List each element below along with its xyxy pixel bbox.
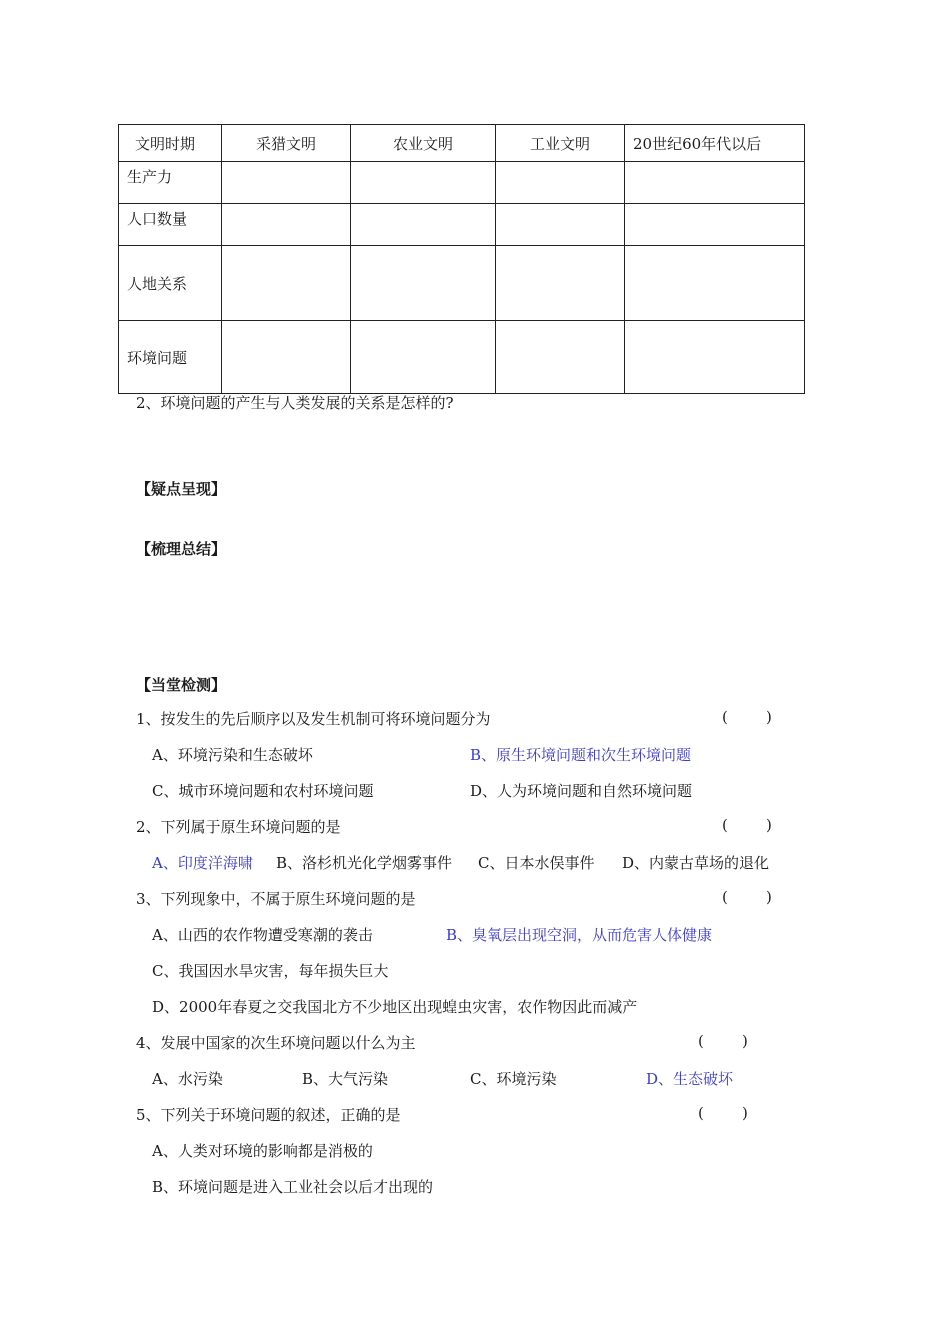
q3-option-d: D、2000年春夏之交我国北方不少地区出现蝗虫灾害，农作物因此而减产 (152, 998, 638, 1016)
q4-option-a: A、水污染 (152, 1070, 223, 1088)
section-summary-heading: 【梳理总结】 (136, 540, 227, 558)
question-2-prompt: 2、环境问题的产生与人类发展的关系是怎样的? (136, 394, 454, 412)
table-cell[interactable] (625, 321, 805, 394)
table-cell[interactable] (625, 204, 805, 246)
q1-option-c: C、城市环境问题和农村环境问题 (152, 782, 374, 800)
row-label: 人口数量 (119, 204, 222, 246)
civilization-table (118, 124, 805, 394)
q2-stem: 2、下列属于原生环境问题的是 (136, 818, 341, 836)
q4-option-d: D、生态破坏 (646, 1070, 734, 1088)
q1-option-a: A、环境污染和生态破坏 (152, 746, 313, 764)
table-header-cell: 农业文明 (351, 125, 496, 162)
q3-option-c: C、我国因水旱灾害，每年损失巨大 (152, 962, 389, 980)
table-cell[interactable] (222, 246, 351, 321)
q2-option-c: C、日本水俣事件 (478, 854, 595, 872)
q1-option-b: B、原生环境问题和次生环境问题 (470, 746, 692, 764)
table-cell[interactable] (625, 246, 805, 321)
table-cell[interactable] (496, 162, 625, 204)
q3-stem: 3、下列现象中，不属于原生环境问题的是 (136, 890, 416, 908)
table-cell[interactable] (351, 321, 496, 394)
table-cell[interactable] (351, 162, 496, 204)
q3-option-b: B、臭氧层出现空洞，从而危害人体健康 (446, 926, 713, 944)
q2-option-b: B、洛杉机光化学烟雾事件 (276, 854, 453, 872)
table-row (119, 162, 805, 204)
q5-option-a: A、人类对环境的影响都是消极的 (152, 1142, 373, 1160)
table-header-cell: 采猎文明 (222, 125, 351, 162)
table-cell[interactable] (351, 204, 496, 246)
q2-answer-blank[interactable]: ( ) (722, 816, 772, 834)
q3-option-a: A、山西的农作物遭受寒潮的袭击 (152, 926, 373, 944)
table-cell[interactable] (496, 321, 625, 394)
table-header-cell: 20世纪60年代以后 (625, 125, 805, 162)
row-label: 生产力 (119, 162, 222, 204)
row-label: 环境问题 (119, 321, 222, 394)
table-header-row (119, 125, 805, 162)
q4-stem: 4、发展中国家的次生环境问题以什么为主 (136, 1034, 416, 1052)
table-cell[interactable] (496, 246, 625, 321)
table-row (119, 321, 805, 394)
table-row (119, 246, 805, 321)
q4-option-b: B、大气污染 (302, 1070, 389, 1088)
section-doubts-heading: 【疑点呈现】 (136, 480, 227, 498)
q4-option-c: C、环境污染 (470, 1070, 557, 1088)
q1-answer-blank[interactable]: ( ) (722, 708, 772, 726)
q1-stem: 1、按发生的先后顺序以及发生机制可将环境问题分为 (136, 710, 491, 728)
q5-answer-blank[interactable]: ( ) (698, 1104, 748, 1122)
table-row (119, 204, 805, 246)
table-cell[interactable] (222, 204, 351, 246)
table-header-cell: 文明时期 (119, 125, 222, 162)
table-cell[interactable] (351, 246, 496, 321)
q2-option-d: D、内蒙古草场的退化 (622, 854, 770, 872)
q5-stem: 5、下列关于环境问题的叙述，正确的是 (136, 1106, 401, 1124)
q4-answer-blank[interactable]: ( ) (698, 1032, 748, 1050)
q2-option-a: A、印度洋海啸 (152, 854, 253, 872)
table-cell[interactable] (496, 204, 625, 246)
section-check-heading: 【当堂检测】 (136, 676, 227, 694)
row-label: 人地关系 (119, 246, 222, 321)
table-header-cell: 工业文明 (496, 125, 625, 162)
q1-option-d: D、人为环境问题和自然环境问题 (470, 782, 693, 800)
q3-answer-blank[interactable]: ( ) (722, 888, 772, 906)
q5-option-b: B、环境问题是进入工业社会以后才出现的 (152, 1178, 434, 1196)
table-cell[interactable] (222, 321, 351, 394)
table-cell[interactable] (625, 162, 805, 204)
table-cell[interactable] (222, 162, 351, 204)
